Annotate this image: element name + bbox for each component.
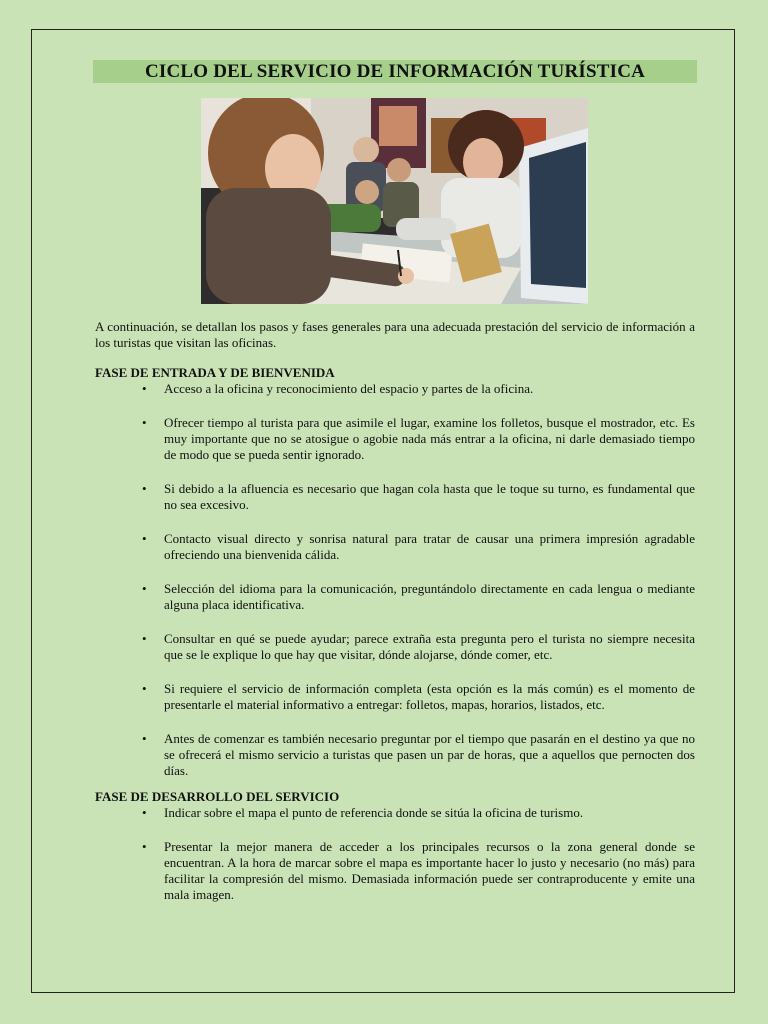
section-heading-desarrollo: FASE DE DESARROLLO DEL SERVICIO (95, 789, 340, 804)
section-heading-entrada: FASE DE ENTRADA Y DE BIENVENIDA (95, 365, 335, 380)
list-item: • Presentar la mejor manera de acceder a los principales recursos o la zona general donde se encuentran. A la hora de marcar sobre el mapa es importante hacer lo justo y necesario (no más) para facilitar la compresión del mismo. Demasiada información puede ser contraproducente y emite una mala imagen. (142, 839, 695, 902)
list-item: • Selección del idioma para la comunicación, preguntándolo directamente en cada lengua o mediante alguna placa identificativa. (142, 581, 695, 612)
bullet-list-entrada (95, 381, 695, 779)
bullet-icon: • (142, 731, 147, 746)
list-item: • Antes de comenzar es también necesario preguntar por el tiempo que pasarán en el destino ya que no se ofrecerá el mismo servicio a turistas que pasen un par de horas, que a aquellos que pernocten dos días. (142, 731, 695, 778)
list-item: • Acceso a la oficina y reconocimiento del espacio y partes de la oficina. (142, 381, 534, 396)
bullet-icon: • (142, 415, 147, 430)
document-title: CICLO DEL SERVICIO DE INFORMACIÓN TURÍSTICA (93, 60, 697, 83)
bullet-icon: • (142, 581, 147, 596)
bullet-icon: • (142, 381, 147, 396)
bullet-icon: • (142, 839, 147, 854)
intro-paragraph: A continuación, se detallan los pasos y fases generales para una adecuada prestación del servicio de información a los turistas que visitan las oficinas. (95, 319, 695, 350)
list-item: • Consultar en qué se puede ayudar; parece extraña esta pregunta pero el turista no siempre necesita que se le explique lo que hay que visitar, dónde alojarse, dónde comer, etc. (142, 631, 695, 662)
bullet-icon: • (142, 805, 147, 820)
bullet-list-desarrollo (95, 805, 695, 903)
list-item: • Ofrecer tiempo al turista para que asimile el lugar, examine los folletos, busque el mostrador, etc. Es muy importante que no se atosigue o agobie nada más entrar a la oficina, ni darle demasiado tiempo de modo que se pueda sentir ignorado. (142, 415, 695, 462)
list-item: • Si requiere el servicio de información completa (esta opción es la más común) es el momento de presentarle el material informativo a entregar: folletos, mapas, horarios, listados, etc. (142, 681, 695, 712)
list-item: • Si debido a la afluencia es necesario que hagan cola hasta que le toque su turno, es fundamental que no sea excesivo. (142, 481, 695, 512)
tourist-office-photo (201, 98, 588, 304)
bullet-icon: • (142, 481, 147, 496)
bullet-icon: • (142, 531, 147, 546)
document-body (95, 319, 695, 921)
bullet-icon: • (142, 631, 147, 646)
list-item: • Contacto visual directo y sonrisa natural para tratar de causar una primera impresión agradable ofreciendo una bienvenida cálida. (142, 531, 695, 562)
bullet-icon: • (142, 681, 147, 696)
list-item: • Indicar sobre el mapa el punto de referencia donde se sitúa la oficina de turismo. (142, 805, 584, 820)
